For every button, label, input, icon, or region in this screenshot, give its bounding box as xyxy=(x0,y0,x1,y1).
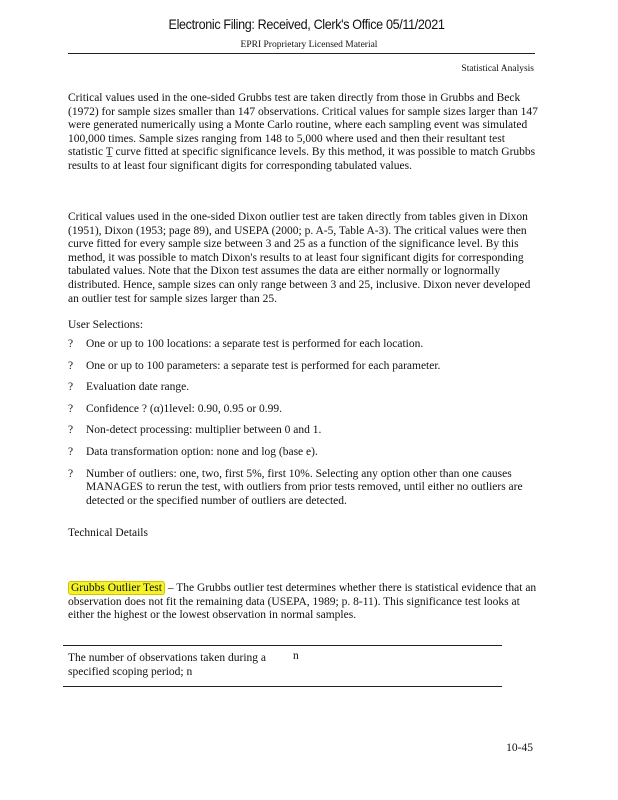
list-item-text: Confidence ? (α)1level: 0.90, 0.95 or 0.99. xyxy=(86,402,283,415)
list-item-text: Number of outliers: one, two, first 5%, first 10%. Selecting any option other than one causes MANAGES to rerun the test, with outliers from prior tests removed, until either no outliers are detected or the specified number of outliers are detected. xyxy=(86,467,523,507)
list-item xyxy=(68,360,540,374)
grubbs-outlier-paragraph xyxy=(68,582,538,623)
list-item-text: Evaluation date range. xyxy=(86,381,190,394)
grubbs-description: – The Grubbs outlier test determines whether there is statistical evidence that an observation does not fit the remaining data (USEPA, 1989; p. 8-11). This significance test looks at either the highest or the lowest observation in normal samples. xyxy=(68,582,537,622)
grubbs-title-highlight: Grubbs Outlier Test xyxy=(68,581,165,595)
list-item xyxy=(68,381,540,395)
bullet-mark: ? xyxy=(68,424,74,437)
list-item-text: Non-detect processing: multiplier between 0 and 1. xyxy=(86,424,322,437)
filing-stamp: Electronic Filing: Received, Clerk's Office 05/11/2021 xyxy=(168,16,445,32)
bullet-mark: ? xyxy=(68,338,74,350)
bullet-mark: ? xyxy=(68,445,74,458)
table-bottom-rule xyxy=(63,686,502,687)
technical-details-heading: Technical Details xyxy=(68,527,148,539)
list-item-text: Data transformation option: none and log (base e). xyxy=(86,445,318,458)
list-item xyxy=(68,338,540,352)
header-rule xyxy=(68,53,535,54)
bullet-mark: ? xyxy=(68,381,74,394)
list-item xyxy=(68,446,540,460)
list-item-text: One or up to 100 locations: a separate test is performed for each location. xyxy=(86,338,424,350)
user-selections-list xyxy=(68,338,540,516)
bullet-mark: ? xyxy=(68,467,74,480)
user-selections-heading: User Selections: xyxy=(68,319,144,331)
list-item xyxy=(68,424,540,438)
list-item-text: One or up to 100 parameters: a separate test is performed for each parameter. xyxy=(86,359,441,372)
paragraph-dixon-critical-values: Critical values used in the one-sided Dixon outlier test are taken directly from tables given in Dixon (1951), Dixon (1953; page 89), and USEPA (2000; p. A-5, Table A-3). The critical values were then curve fitted for every sample size between 3 and 25 as a function of the significance level. By this method, it was possible to match Dixon's results to at least four significant digits for corresponding tabulated values. Note that the Dixon test assumes the data are either normally or lognormally distributed. Hence, sample sizes can only range between 3 and 25, inclusive. Dixon never developed an outlier test for sample sizes larger than 25. xyxy=(68,211,531,305)
page-number: 10-45 xyxy=(506,742,533,754)
proprietary-notice: EPRI Proprietary Licensed Material xyxy=(240,40,378,50)
table-description-cell: The number of observations taken during a specified scoping period; n xyxy=(68,652,266,678)
paragraph-grubbs-critical-values: Critical values used in the one-sided Grubbs test are taken directly from those in Grubbs and Beck (1972) for sample sizes smaller than 147 observations. Critical values for sample sizes larger than 147 were generated numerically using a Monte Carlo routine, where each sampling event was simulated 100,000 times. Sample sizes ranging from 148 to 5,000 where used and then their resultant test statistic T̲ curve fitted at specific significance levels. By this method, it was possible to match Grubbs results to at least four significant digits for corresponding tabulated values. xyxy=(68,92,538,172)
bullet-mark: ? xyxy=(68,359,74,372)
table-symbol-cell: n xyxy=(293,650,299,662)
bullet-mark: ? xyxy=(68,402,74,415)
table-top-rule xyxy=(63,645,502,646)
list-item xyxy=(68,468,540,509)
section-label: Statistical Analysis xyxy=(461,64,534,74)
list-item xyxy=(68,403,540,417)
